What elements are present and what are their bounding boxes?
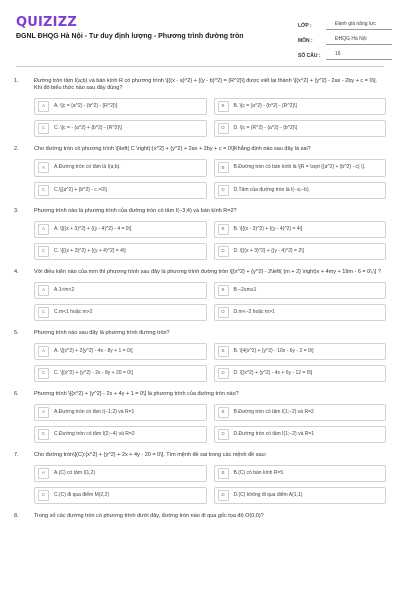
answer-options bbox=[34, 343, 386, 382]
option-letter: C bbox=[38, 429, 49, 440]
option-text: A.Đường tròn có tâm I(−1;2) và R=1 bbox=[54, 408, 135, 415]
option-text: A. \[c = {a^2} - {b^2} - {R^2}\] bbox=[54, 102, 118, 109]
answer-option-c[interactable] bbox=[34, 304, 207, 321]
option-text: A. \[{(x + 3)^2} + {(y - 4)^2} - 4 = 0\] bbox=[54, 225, 132, 232]
answer-option-b[interactable] bbox=[214, 159, 387, 177]
option-text: B.Đường tròn có tâm I(1;−2) và R=2 bbox=[233, 408, 314, 415]
option-text: B. \[c = {a^2} - {b^2} - {R^2}\] bbox=[233, 102, 297, 109]
option-text: A.(C) có tâm I(1,2) bbox=[54, 469, 96, 476]
question-text: Phương trình nào sau đây là phương trình đường tròn? bbox=[34, 329, 170, 336]
option-letter: D bbox=[218, 429, 229, 440]
answer-options bbox=[34, 98, 386, 137]
option-letter: D bbox=[218, 123, 229, 134]
answer-options bbox=[34, 404, 386, 443]
meta-label: LỚP : bbox=[298, 23, 312, 30]
answer-option-b[interactable] bbox=[214, 343, 387, 360]
meta-value: Đánh giá năng lực bbox=[326, 21, 392, 30]
answer-option-d[interactable] bbox=[214, 487, 387, 504]
option-text: D. \[{x^2} + {y^2} - 4x + 6y - 12 = 0\] bbox=[233, 369, 313, 376]
option-text: C.(C) đi qua điểm M(2,2) bbox=[54, 491, 110, 498]
answer-option-c[interactable] bbox=[34, 426, 207, 443]
option-text: A. \[{x^2} + 2{y^2} - 4x - 8y + 1 = 0\] bbox=[54, 347, 133, 354]
option-letter: A bbox=[38, 224, 49, 235]
quizizz-logo: QUIZIZZ bbox=[16, 15, 77, 30]
option-letter: B bbox=[218, 162, 229, 173]
option-letter: A bbox=[38, 162, 49, 173]
answer-options bbox=[34, 221, 386, 260]
question-text: Cho đường tròn\[(C):{x^2} + {y^2} + 2x + 4y - 20 = 0\]. Tìm mệnh đề sai trong các mệnh đề sau: bbox=[34, 451, 267, 458]
option-text: D. \[{(x + 3)^2} + {(y - 4)^2} = 2\] bbox=[233, 247, 304, 254]
question-text: Phương trình nào là phương trình của đường tròn có tâm I(−3;4) và bán kính R=2? bbox=[34, 207, 237, 214]
option-text: C.Đường tròn có tâm I(2;−4) và R=2 bbox=[54, 430, 135, 437]
option-text: C. \[c = - {a^2} + {b^2} - {R^2}\] bbox=[54, 124, 122, 131]
answer-option-d[interactable] bbox=[214, 243, 387, 260]
option-text: B. \[{(x - 3)^2} + {(y - 4)^2} = 4\] bbox=[233, 225, 303, 232]
question-text: Đường tròn tâm I(a;b) và bán kính R có phương trình \[{(x - a)^2} + {(y - b)^2} = {R^2}\] được viết lại thành \[{x^2} + {y^2} - 2ax - 2by + c = 0\]. Khi đó biểu thức nào sau đây đúng? bbox=[34, 78, 378, 92]
answer-option-d[interactable] bbox=[214, 304, 387, 321]
answer-options bbox=[34, 159, 386, 199]
answer-options bbox=[34, 282, 386, 321]
meta-row-class bbox=[298, 15, 392, 30]
meta-row-count bbox=[298, 45, 392, 60]
option-text: C. \[{(x + 3)^2} + {(y + 4)^2} = 4\] bbox=[54, 247, 126, 254]
question-number: 1. bbox=[14, 78, 19, 84]
option-letter: A bbox=[38, 346, 49, 357]
answer-option-d[interactable] bbox=[214, 426, 387, 443]
option-letter: C bbox=[38, 307, 49, 318]
question-4 bbox=[0, 269, 400, 321]
question-3 bbox=[0, 208, 400, 260]
option-letter: B bbox=[218, 101, 229, 112]
option-letter: D bbox=[218, 368, 229, 379]
option-letter: C bbox=[38, 368, 49, 379]
option-text: C.m<1 hoặc m>2 bbox=[54, 308, 93, 315]
answer-option-b[interactable] bbox=[214, 404, 387, 421]
question-number: 4. bbox=[14, 268, 19, 275]
question-8 bbox=[0, 513, 400, 521]
question-7 bbox=[0, 452, 400, 504]
option-text: D.m<−2 hoặc m>1 bbox=[233, 308, 275, 315]
option-text: B.(C) có bán kính R=5 bbox=[233, 469, 284, 476]
meta-row-subject bbox=[298, 30, 392, 45]
question-number: 6. bbox=[14, 390, 19, 397]
option-letter: B bbox=[218, 224, 229, 235]
question-list bbox=[0, 78, 400, 530]
question-number: 2. bbox=[14, 145, 19, 152]
option-text: B.Đường tròn có bán kính là \[R = \sqrt {{a^2} + {b^2} - c} \]. bbox=[233, 164, 366, 171]
option-text: D.Tâm của đường tròn là I(−a;−b). bbox=[233, 186, 310, 193]
answer-options bbox=[34, 465, 386, 504]
question-number: 7. bbox=[14, 451, 19, 458]
worksheet-title: ĐGNL ĐHQG Hà Nội - Tư duy định lượng - Phương trình đường tròn bbox=[16, 33, 244, 40]
option-letter: C bbox=[38, 490, 49, 501]
answer-option-a[interactable] bbox=[34, 282, 207, 299]
answer-option-b[interactable] bbox=[214, 98, 387, 115]
answer-option-a[interactable] bbox=[34, 343, 207, 360]
option-letter: B bbox=[218, 407, 229, 418]
answer-option-c[interactable] bbox=[34, 120, 207, 137]
question-text: Cho đường tròn có phương trình \[\left( C \right):{x^2} + {y^2} + 2ax + 2by + c = 0\]Khẳng định nào sau đây là sai? bbox=[34, 145, 311, 152]
meta-label: MÔN : bbox=[298, 38, 313, 45]
worksheet-meta bbox=[298, 15, 392, 60]
option-letter: A bbox=[38, 407, 49, 418]
answer-option-d[interactable] bbox=[214, 365, 387, 382]
option-letter: B bbox=[218, 468, 229, 479]
answer-option-a[interactable] bbox=[34, 159, 207, 177]
meta-label: SỐ CÂU : bbox=[298, 53, 321, 60]
option-text: B.−2≤m≤1 bbox=[233, 286, 257, 293]
option-text: C.\[{a^2} + {b^2} - c >0\] bbox=[54, 186, 107, 193]
answer-option-c[interactable] bbox=[34, 487, 207, 504]
meta-value: ĐHQG Hà Nội bbox=[326, 36, 392, 45]
answer-option-c[interactable] bbox=[34, 182, 207, 199]
option-text: B. \[4{x^2} + {y^2} - 10x - 6y - 2 = 0\] bbox=[233, 347, 314, 354]
answer-option-c[interactable] bbox=[34, 365, 207, 382]
question-number: 5. bbox=[14, 329, 19, 336]
question-text: Với điều kiện nào của mm thì phương trình sau đây là phương trình đường tròn \[{x^2} + {y^2} - 2\left( {m + 2} \right)x + 4my + 19m - 6 = 0\,\] ? bbox=[34, 268, 381, 275]
worksheet-header bbox=[0, 0, 400, 62]
option-letter: B bbox=[218, 285, 229, 296]
question-6 bbox=[0, 391, 400, 443]
question-5 bbox=[0, 330, 400, 382]
option-letter: B bbox=[218, 346, 229, 357]
option-text: C. \[{x^2} + {y^2} - 2x - 8y + 20 = 0\] bbox=[54, 369, 133, 376]
option-letter: C bbox=[38, 185, 49, 196]
option-letter: C bbox=[38, 123, 49, 134]
option-text: A.1<m<2 bbox=[54, 286, 75, 293]
answer-option-a[interactable] bbox=[34, 221, 207, 238]
question-text: Trong số các đường tròn có phương trình dưới đây, đường tròn nào đi qua gốc tọa độ O(0,0)? bbox=[34, 512, 264, 519]
option-text: A.Đường tròn có tâm là I(a;b). bbox=[54, 164, 121, 171]
question-2 bbox=[0, 146, 400, 199]
question-1 bbox=[0, 78, 400, 137]
option-text: D.Đường tròn có tâm I(1;−2) và R=1 bbox=[233, 430, 315, 437]
option-text: D. \[c = {R^2} - {a^2} - {b^2}\] bbox=[233, 124, 298, 131]
answer-option-a[interactable] bbox=[34, 465, 207, 482]
option-letter: A bbox=[38, 101, 49, 112]
header-divider bbox=[16, 66, 384, 67]
option-letter: C bbox=[38, 246, 49, 257]
answer-option-d[interactable] bbox=[214, 182, 387, 199]
answer-option-b[interactable] bbox=[214, 282, 387, 299]
option-letter: D bbox=[218, 490, 229, 501]
answer-option-c[interactable] bbox=[34, 243, 207, 260]
option-letter: D bbox=[218, 307, 229, 318]
answer-option-a[interactable] bbox=[34, 98, 207, 115]
option-text: D.(C) không đi qua điểm A(1,1) bbox=[233, 491, 303, 498]
question-number: 8. bbox=[14, 512, 19, 519]
answer-option-b[interactable] bbox=[214, 221, 387, 238]
answer-option-a[interactable] bbox=[34, 404, 207, 421]
answer-option-b[interactable] bbox=[214, 465, 387, 482]
option-letter: A bbox=[38, 285, 49, 296]
question-number: 3. bbox=[14, 207, 19, 214]
meta-value: 16 bbox=[326, 51, 392, 60]
question-text: Phương trình \[{x^2} + {y^2} - 2x + 4y + 1 = 0\] là phương trình của đường tròn nào? bbox=[34, 390, 239, 397]
answer-option-d[interactable] bbox=[214, 120, 387, 137]
option-letter: A bbox=[38, 468, 49, 479]
option-letter: D bbox=[218, 246, 229, 257]
option-letter: D bbox=[218, 185, 229, 196]
